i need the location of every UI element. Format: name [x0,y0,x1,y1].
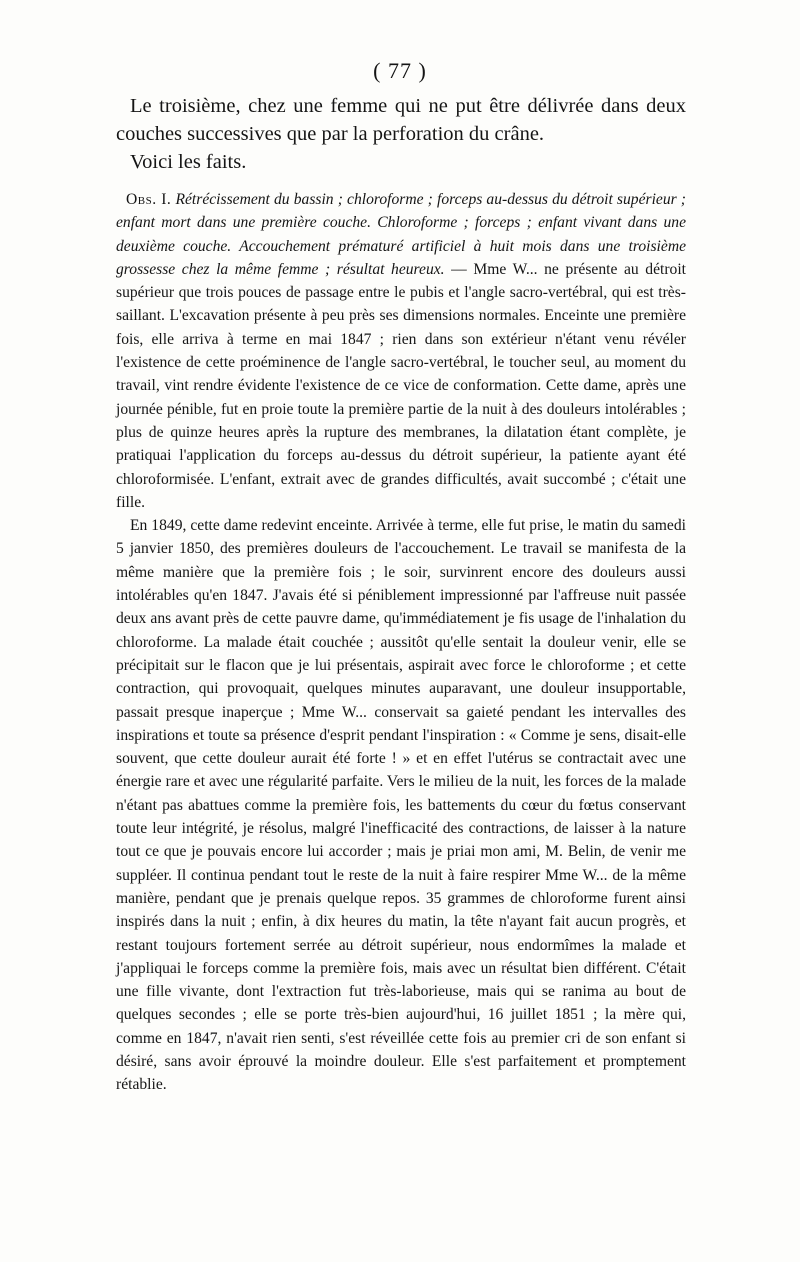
page-body [116,92,686,1097]
observation-paragraph-1: — Mme W... ne présente au détroit supérieur que trois pouces de passage entre le pubis et l'angle sacro-vertébral, qui est très-saillant. L'excavation présente à peu près ses dimensions normales. Enceinte une première fois, elle arriva à terme en mai 1847 ; rien dans son extérieur n'étant venu révéler l'existence de cette proéminence de l'angle sacro-vertébral, le toucher seul, au moment du travail, vint rendre évidente l'existence de ce vice de conformation. Cette dame, après une journée pénible, fut en proie toute la première partie de la nuit à des douleurs intolérables ; plus de quinze heures après la rupture des membranes, la dilatation étant complète, je pratiquai l'application du forceps au-dessus du détroit supérieur, la patiente ayant été chloroformisée. L'enfant, extrait avec de grandes difficultés, avait succombé ; c'était une fille. [116,260,686,511]
page-number: ( 77 ) [373,58,427,83]
observation-summary: Rétrécissement du bassin ; chloroforme ; forceps au-dessus du détroit supérieur ; enfant mort dans une première couche. Chloroforme ; forceps ; enfant vivant dans une deuxième couche. Accouchement prématuré artificiel à huit mois dans une troisième grossesse chez la même femme ; résultat heureux. [116,191,687,278]
observation-label: Obs. I. [126,191,172,208]
intro-section [116,92,686,176]
intro-paragraph: Le troisième, chez une femme qui ne put être délivrée dans deux couches successives que par la perforation du crâne. [116,95,686,145]
intro-voici-line: Voici les faits. [130,151,247,173]
observation-section [116,188,686,1097]
observation-paragraph-2: En 1849, cette dame redevint enceinte. Arrivée à terme, elle fut prise, le matin du samedi 5 janvier 1850, des premières douleurs de l'accouchement. Le travail se manifesta de la même manière que la première fois ; le soir, survinrent encore des douleurs aussi intolérables qu'en 1847. J'avais été si péniblement impressionné par l'affreuse nuit passée deux ans avant près de cette pauvre dame, qu'immédiatement je fis usage de l'inhalation du chloroforme. La malade était couchée ; aussitôt qu'elle sentait la douleur venir, elle se précipitait sur le flacon que je lui présentais, aspirait avec force le chloroforme ; et cette contraction, qui provoquait, quelques minutes auparavant, une douleur insupportable, passait presque inaperçue ; Mme W... conservait sa gaieté pendant les intervalles des inspirations et toute sa présence d'esprit pendant l'inspiration : « Comme je sens, disait-elle souvent, que cette douleur aurait été forte ! » et en effet l'utérus se contractait avec une énergie rare et avec une régularité parfaite. Vers le milieu de la nuit, les forces de la malade n'étant pas abattues comme la première fois, les battements du cœur du fœtus conservant toute leur intégrité, je résolus, malgré l'inefficacité des contractions, de laisser à la nature tout ce que je pouvais encore lui accorder ; mais je priai mon ami, M. Belin, de venir me suppléer. Il continua pendant tout le reste de la nuit à faire respirer Mme W... de la même manière, pendant que je prenais quelque repos. 35 grammes de chloroforme furent ainsi inspirés dans la nuit ; enfin, à dix heures du matin, la tête n'ayant fait aucun progrès, et restant toujours fortement serrée au détroit supérieur, nous endormîmes la malade et j'appliquai le forceps comme la première fois, mais avec un résultat bien différent. C'était une fille vivante, dont l'extraction fut très-laborieuse, mais qui se ranima au bout de quelques secondes ; elle se porte très-bien aujourd'hui, 16 juillet 1851 ; la mère qui, comme en 1847, n'avait rien senti, s'est réveillée cette fois au premier cri de son enfant si désiré, sans avoir éprouvé la moindre douleur. Elle s'est parfaitement et promptement rétablie. [116,517,686,1094]
observation-heading-paragraph [116,188,686,514]
